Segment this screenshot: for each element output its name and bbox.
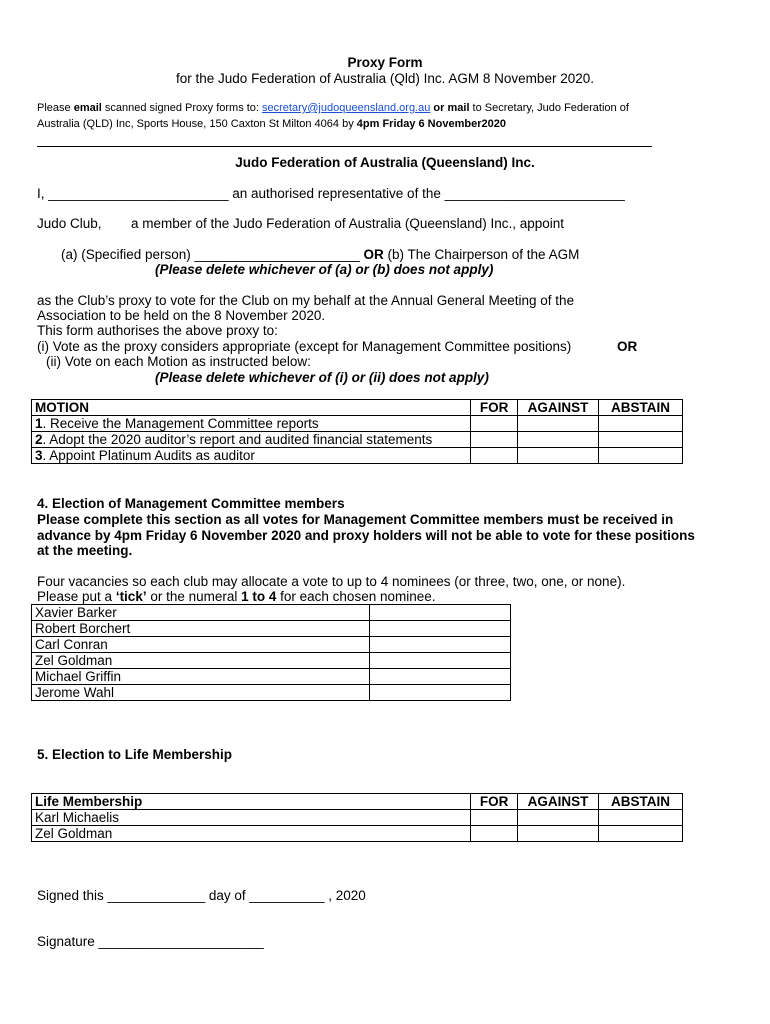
table-row	[32, 448, 683, 464]
email-pre: Please	[37, 102, 74, 114]
table-row	[32, 653, 511, 669]
signature-line: Signature ______________________	[37, 934, 264, 949]
instr-mid: or the numeral	[146, 589, 242, 604]
nominee-name: Jerome Wahl	[32, 685, 370, 701]
header-divider	[37, 146, 652, 147]
nominee-name: Carl Conran	[32, 637, 370, 653]
proxy-options	[61, 247, 579, 262]
instr-pre: Please put a	[37, 589, 116, 604]
motion-number: 3	[35, 448, 43, 463]
table-row	[32, 685, 511, 701]
table-row	[32, 637, 511, 653]
mail-rest: to Secretary, Judo Federation of	[469, 102, 629, 114]
election-heading: 4. Election of Management Committee members	[37, 496, 345, 511]
election-notice-3: at the meeting.	[37, 543, 133, 558]
nominee-vote-cell[interactable]	[370, 621, 511, 637]
nominee-vote-cell[interactable]	[370, 605, 511, 621]
address-text: Australia (QLD) Inc, Sports House, 150 Caxton St Milton 4064 by	[37, 118, 357, 130]
header-for: FOR	[471, 794, 518, 810]
life-header-row	[32, 794, 683, 810]
header-life-membership: Life Membership	[32, 794, 471, 810]
header-abstain: ABSTAIN	[599, 400, 683, 416]
header-against: AGAINST	[518, 794, 599, 810]
against-cell[interactable]	[518, 416, 599, 432]
life-heading: 5. Election to Life Membership	[37, 747, 233, 762]
abstain-cell[interactable]	[599, 432, 683, 448]
motion-cell	[32, 448, 471, 464]
appoint-text: a member of the Judo Federation of Australia (Queensland) Inc., appoint	[131, 216, 565, 231]
against-cell[interactable]	[518, 432, 599, 448]
proxy-text-5: (ii) Vote on each Motion as instructed below:	[46, 354, 311, 369]
org-heading: Judo Federation of Australia (Queensland) Inc.	[235, 155, 535, 170]
motion-number: 1	[35, 416, 43, 431]
proxy-text-1: as the Club’s proxy to vote for the Club on my behalf at the Annual General Meeting of the	[37, 293, 575, 308]
proxy-text-2: Association to be held on the 8 November 2020.	[37, 308, 326, 323]
for-cell[interactable]	[471, 810, 518, 826]
proxy-text-4-or: OR	[617, 339, 638, 354]
club-label: Judo Club,	[37, 216, 102, 231]
table-row	[32, 810, 683, 826]
table-row	[32, 605, 511, 621]
nominee-vote-cell[interactable]	[370, 669, 511, 685]
motion-text: . Appoint Platinum Audits as auditor	[42, 448, 255, 463]
table-row	[32, 416, 683, 432]
header-against: AGAINST	[518, 400, 599, 416]
for-cell[interactable]	[471, 826, 518, 842]
form-title: Proxy Form	[347, 55, 423, 70]
nominee-name: Michael Griffin	[32, 669, 370, 685]
abstain-cell[interactable]	[599, 826, 683, 842]
deadline: 4pm Friday 6 November2020	[356, 118, 506, 130]
motion-text: . Receive the Management Committee reports	[42, 416, 319, 431]
motion-text: . Adopt the 2020 auditor’s report and audited financial statements	[42, 432, 433, 447]
email-mid: scanned signed Proxy forms to:	[101, 102, 263, 114]
life-table	[31, 793, 683, 842]
nominee-vote-cell[interactable]	[370, 685, 511, 701]
table-row	[32, 432, 683, 448]
secretary-email-link[interactable]: secretary@judoqueensland.org.au	[262, 102, 431, 114]
nominee-name: Xavier Barker	[32, 605, 370, 621]
for-cell[interactable]	[471, 448, 518, 464]
option-b: (b) The Chairperson of the AGM	[383, 247, 580, 262]
for-cell[interactable]	[471, 416, 518, 432]
for-cell[interactable]	[471, 432, 518, 448]
abstain-cell[interactable]	[599, 416, 683, 432]
motion-cell	[32, 416, 471, 432]
or-mail: or mail	[430, 102, 470, 114]
against-cell[interactable]	[518, 810, 599, 826]
motions-table	[31, 399, 683, 464]
life-nominee: Zel Goldman	[32, 826, 471, 842]
instr-tick: ‘tick’	[115, 589, 147, 604]
tick-instruction	[37, 589, 436, 604]
form-subtitle: for the Judo Federation of Australia (Qld) Inc. AGM 8 November 2020.	[176, 71, 594, 86]
nominee-name: Zel Goldman	[32, 653, 370, 669]
motion-number: 2	[35, 432, 43, 447]
address-line	[37, 118, 506, 130]
table-row	[32, 621, 511, 637]
header-for: FOR	[471, 400, 518, 416]
proxy-text-3: This form authorises the above proxy to:	[37, 323, 278, 338]
life-nominee: Karl Michaelis	[32, 810, 471, 826]
nominee-vote-cell[interactable]	[370, 637, 511, 653]
option-or: OR	[363, 247, 384, 262]
abstain-cell[interactable]	[599, 810, 683, 826]
email-instruction	[37, 102, 629, 114]
header-abstain: ABSTAIN	[599, 794, 683, 810]
against-cell[interactable]	[518, 826, 599, 842]
election-notice-2: advance by 4pm Friday 6 November 2020 and proxy holders will not be able to vote for these positions	[37, 528, 695, 543]
nominee-vote-cell[interactable]	[370, 653, 511, 669]
table-row	[32, 826, 683, 842]
option-a: (a) (Specified person) ______________________	[61, 247, 364, 262]
motion-cell	[32, 432, 471, 448]
vacancies-text: Four vacancies so each club may allocate a vote to up to 4 nominees (or three, two, one, or none).	[37, 574, 626, 589]
nominee-name: Robert Borchert	[32, 621, 370, 637]
proxy-text-4: (i) Vote as the proxy considers appropriate (except for Management Committee positions)	[37, 339, 572, 354]
instr-num: 1 to 4	[241, 589, 277, 604]
abstain-cell[interactable]	[599, 448, 683, 464]
table-row	[32, 669, 511, 685]
email-word: email	[73, 102, 102, 114]
header-motion: MOTION	[32, 400, 471, 416]
election-notice-1: Please complete this section as all votes for Management Committee members must be received in	[37, 512, 674, 527]
against-cell[interactable]	[518, 448, 599, 464]
signed-date-line: Signed this _____________ day of __________ , 2020	[37, 888, 366, 903]
instr-post: for each chosen nominee.	[276, 589, 436, 604]
delete-i-ii-note: (Please delete whichever of (i) or (ii) does not apply)	[155, 370, 489, 385]
intro-line-1: I, ________________________ an authorised representative of the ________________________	[37, 186, 625, 201]
delete-ab-note: (Please delete whichever of (a) or (b) does not apply)	[155, 262, 494, 277]
motions-header-row	[32, 400, 683, 416]
nominees-table	[31, 604, 511, 701]
